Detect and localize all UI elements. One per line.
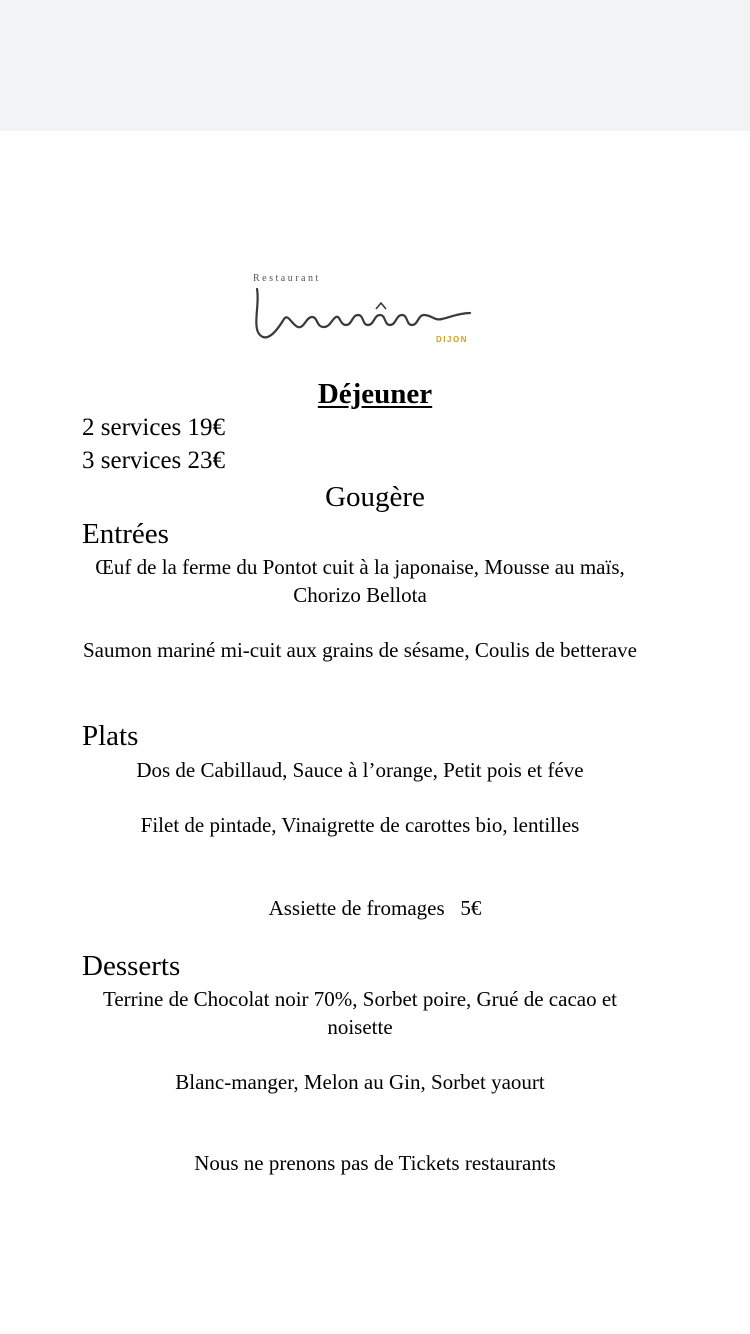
amuse-bouche: Gougère [325, 481, 425, 513]
menu-title: Déjeuner [317, 378, 433, 410]
footer-note: Nous ne prenons pas de Tickets restaurants [194, 1151, 556, 1175]
top-bar [0, 0, 750, 131]
price-two-courses: 2 services 19€ [82, 414, 226, 441]
plat-item-1: Dos de Cabillaud, Sauce à l’orange, Petit pois et féve [136, 758, 584, 782]
cheese-plate: Assiette de fromages 5€ [268, 896, 482, 920]
entree-item-2: Saumon mariné mi-cuit aux grains de sésame, Coulis de betterave [82, 638, 637, 662]
logo-script-mark [256, 289, 470, 337]
menu-page [0, 131, 750, 1334]
logo-circumflex [376, 303, 386, 309]
plat-item-2: Filet de pintade, Vinaigrette de carottes bio, lentilles [140, 813, 580, 837]
section-desserts-title: Desserts [82, 950, 181, 982]
entree-item-1: Œuf de la ferme du Pontot cuit à la japonaise, Mousse au maïs, Chorizo Bellota [95, 555, 625, 607]
restaurant-logo [248, 269, 478, 349]
logo-city-label: DIJON [436, 335, 468, 344]
logo-restaurant-label: Restaurant [253, 273, 321, 284]
dessert-item-2: Blanc-manger, Melon au Gin, Sorbet yaourt [175, 1070, 545, 1094]
price-three-courses: 3 services 23€ [82, 447, 226, 474]
dessert-item-1: Terrine de Chocolat noir 70%, Sorbet poire, Grué de cacao et noisette [103, 987, 617, 1039]
section-entrees-title: Entrées [82, 518, 169, 550]
section-plats-title: Plats [82, 720, 139, 752]
